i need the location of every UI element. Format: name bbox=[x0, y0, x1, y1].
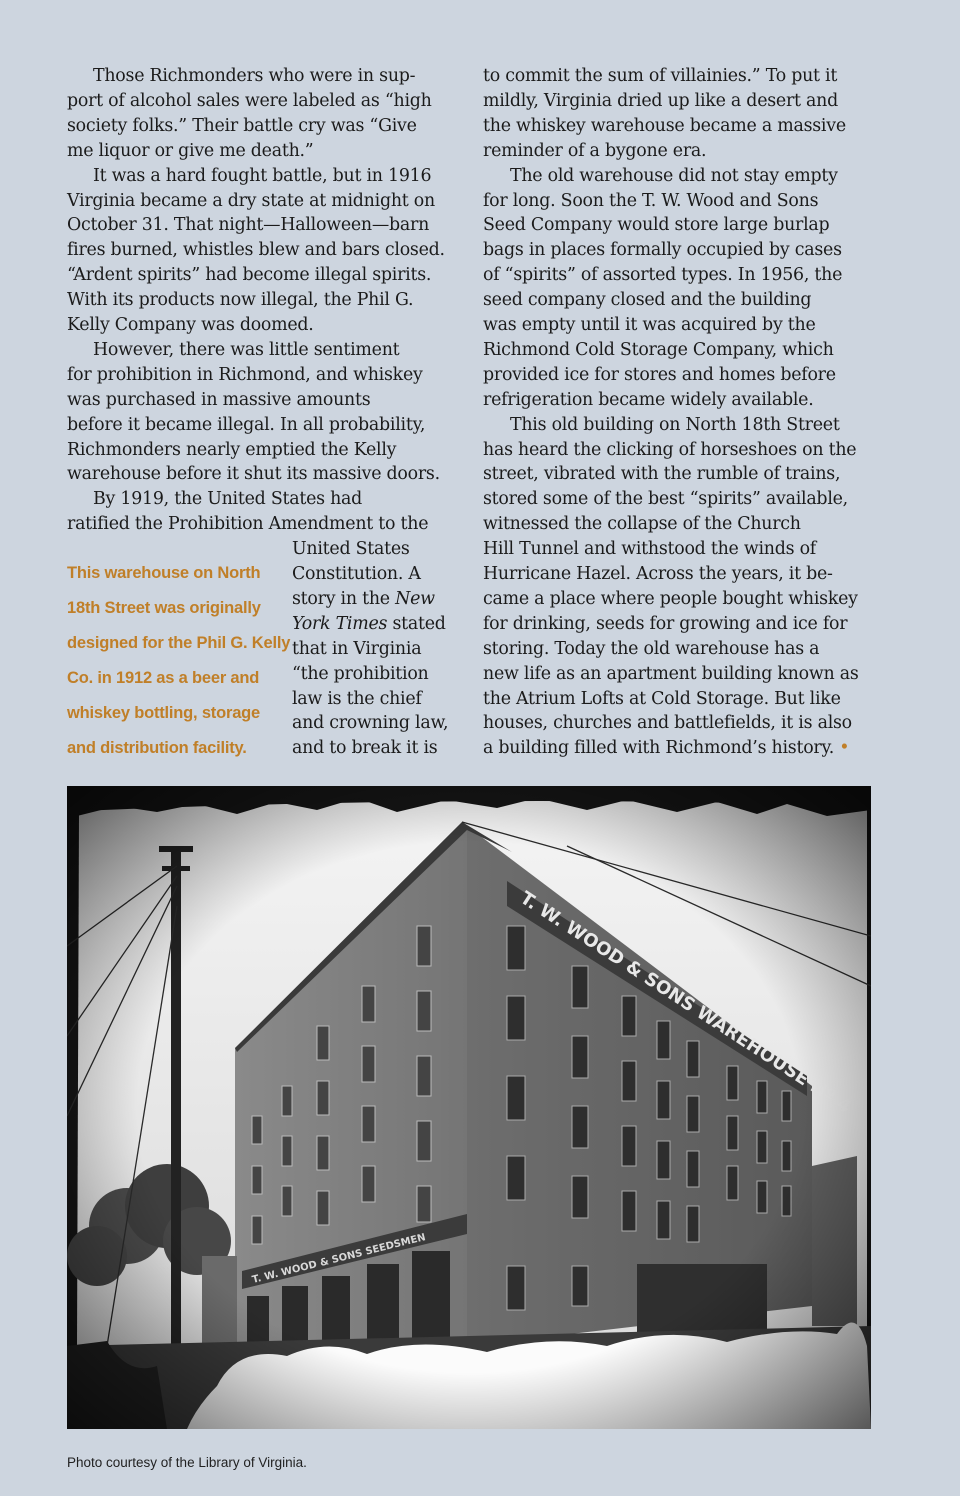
caption-line: designed for the Phil G. Kelly bbox=[67, 634, 291, 652]
end-mark: • bbox=[834, 738, 850, 759]
text-line: provided ice for stores and homes before bbox=[483, 364, 836, 385]
text-line: for drinking, seeds for growing and ice for bbox=[483, 613, 848, 634]
caption-line: This warehouse on North bbox=[67, 564, 261, 582]
text-line: mildly, Virginia dried up like a desert and bbox=[483, 90, 838, 111]
text-line: was purchased in massive amounts bbox=[67, 389, 371, 410]
text-line: United States bbox=[292, 539, 410, 560]
text-line: “Ardent spirits” had become illegal spirits. bbox=[67, 265, 432, 286]
text-line: port of alcohol sales were labeled as “high bbox=[67, 90, 432, 111]
text-line: Hill Tunnel and withstood the winds of bbox=[483, 539, 816, 560]
text-line: me liquor or give me death.” bbox=[67, 140, 314, 161]
text-line: seed company closed and the building bbox=[483, 290, 812, 311]
text-line: before it became illegal. In all probability, bbox=[67, 414, 426, 435]
italic-text: York Times bbox=[292, 613, 388, 634]
text-line: It was a hard fought battle, but in 1916 bbox=[93, 165, 432, 186]
text-line: This old building on North 18th Street bbox=[510, 414, 840, 435]
text-line: street, vibrated with the rumble of trains, bbox=[483, 464, 841, 485]
text-line: Richmonders nearly emptied the Kelly bbox=[67, 439, 397, 460]
text-line: reminder of a bygone era. bbox=[483, 140, 707, 161]
text-line: for prohibition in Richmond, and whiskey bbox=[67, 364, 423, 385]
text-line: Seed Company would store large burlap bbox=[483, 215, 830, 236]
text-line: to commit the sum of villainies.” To put it bbox=[483, 66, 838, 86]
warehouse-photo-illustration bbox=[67, 786, 871, 1429]
text-line: Virginia became a dry state at midnight on bbox=[67, 190, 435, 211]
text-line: story in the New bbox=[292, 588, 435, 609]
text-line: was empty until it was acquired by the bbox=[483, 315, 816, 335]
text-line: However, there was little sentiment bbox=[93, 339, 400, 360]
caption-line: and distribution facility. bbox=[67, 739, 247, 757]
text-line: new life as an apartment building known as bbox=[483, 663, 859, 684]
warehouse-photo bbox=[67, 786, 871, 1429]
text-line: With its products now illegal, the Phil G. bbox=[67, 290, 414, 311]
text-line: bags in places formally occupied by cases bbox=[483, 240, 842, 261]
text-line: witnessed the collapse of the Church bbox=[483, 514, 801, 535]
text-fragment: stated bbox=[387, 613, 446, 634]
text-line: the whiskey warehouse became a massive bbox=[483, 115, 846, 136]
text-line: Constitution. A bbox=[292, 564, 421, 584]
text-line: houses, churches and battlefields, it is also bbox=[483, 713, 852, 734]
text-line: By 1919, the United States had bbox=[93, 489, 363, 510]
text-line: October 31. That night—Halloween—barn bbox=[67, 215, 430, 236]
text-line: ratified the Prohibition Amendment to the bbox=[67, 514, 429, 535]
text-line: and to break it is bbox=[292, 738, 438, 759]
text-line: law is the chief bbox=[292, 688, 422, 709]
text-line: fires burned, whistles blew and bars closed. bbox=[67, 240, 445, 261]
text-line: the Atrium Lofts at Cold Storage. But like bbox=[483, 688, 841, 709]
caption-line: whiskey bottling, storage bbox=[67, 704, 261, 722]
text-line: Those Richmonders who were in sup- bbox=[93, 66, 416, 86]
text-line: and crowning law, bbox=[292, 713, 449, 734]
text-line: Hurricane Hazel. Across the years, it be- bbox=[483, 564, 833, 584]
text-line: of “spirits” of assorted types. In 1956, the bbox=[483, 265, 843, 286]
text-line: for long. Soon the T. W. Wood and Sons bbox=[483, 190, 819, 211]
text-line: that in Virginia bbox=[292, 638, 422, 659]
photo-credit: Photo courtesy of the Library of Virginia. bbox=[67, 1455, 307, 1470]
text-line: came a place where people bought whiskey bbox=[483, 588, 858, 609]
text-line: storing. Today the old warehouse has a bbox=[483, 638, 820, 659]
text-line: Richmond Cold Storage Company, which bbox=[483, 339, 834, 360]
text-line: Kelly Company was doomed. bbox=[67, 315, 314, 335]
italic-text: New bbox=[395, 588, 435, 609]
text-line: a building filled with Richmond’s history. • bbox=[483, 738, 850, 759]
text-line bbox=[292, 612, 446, 637]
text-line: “the prohibition bbox=[292, 663, 429, 684]
text-line: refrigeration became widely available. bbox=[483, 389, 814, 410]
text-line: The old warehouse did not stay empty bbox=[510, 165, 838, 186]
text-line: has heard the clicking of horseshoes on the bbox=[483, 439, 857, 460]
text-line: stored some of the best “spirits” available, bbox=[483, 489, 848, 510]
caption-line: Co. in 1912 as a beer and bbox=[67, 669, 260, 687]
text-line: warehouse before it shut its massive doors. bbox=[67, 464, 440, 485]
caption-line: 18th Street was originally bbox=[67, 599, 261, 617]
text-line: society folks.” Their battle cry was “Give bbox=[67, 115, 417, 136]
